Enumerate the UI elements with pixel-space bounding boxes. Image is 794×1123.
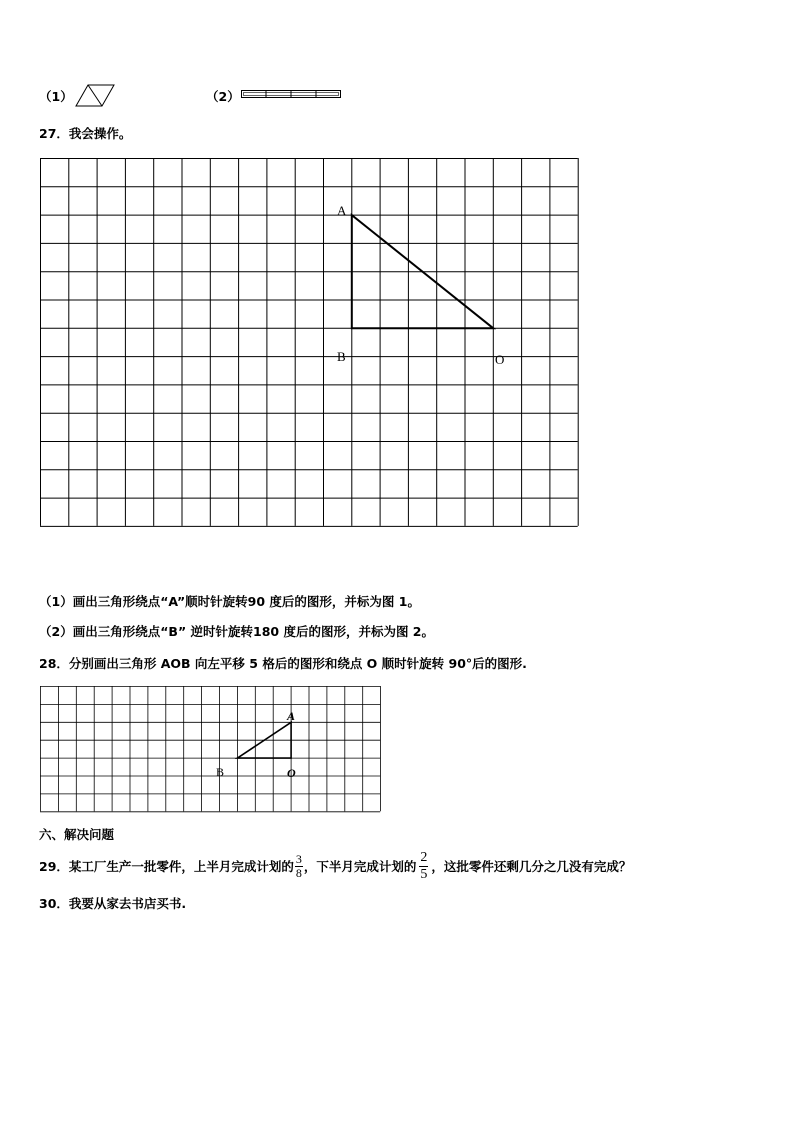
q29-fraction-1 <box>295 853 303 880</box>
q27-label-b: B <box>337 349 346 364</box>
q27-task1: （1）画出三角形绕点“A”顺时针旋转90 度后的图形，并标为图 1。 <box>39 594 420 609</box>
q28-title: 28．分别画出三角形 AOB 向左平移 5 格后的图形和绕点 O 顺时针旋转 90°后的图形. <box>39 656 527 671</box>
q27-label-o: O <box>495 352 505 367</box>
q27-label-a: A <box>337 203 347 218</box>
q29-fraction-2-num: 2 <box>420 850 428 865</box>
q29-text-after: ，这批零件还剩几分之几没有完成？ <box>431 858 632 874</box>
parallelogram-figure <box>74 84 116 108</box>
q29-text-before: 29．某工厂生产一批零件，上半月完成计划的 <box>39 858 294 874</box>
q29-fraction-1-num: 3 <box>295 852 302 866</box>
q27-title: 27．我会操作。 <box>39 126 132 141</box>
q30-text: 30．我要从家去书店买书. <box>39 896 187 911</box>
q29-fraction-2 <box>419 850 428 883</box>
q28-grid <box>40 686 381 818</box>
section6-title: 六、解决问题 <box>39 827 115 842</box>
q27-task2: （2）画出三角形绕点“B” 逆时针旋转180 度后的图形，并标为图 2。 <box>39 624 435 639</box>
q28-label-b: B <box>216 765 225 779</box>
segmented-bar-figure <box>241 90 342 100</box>
item1-label: （1） <box>39 89 73 104</box>
q29-text-middle: ，下半月完成计划的 <box>303 858 417 874</box>
item2-label: （2） <box>206 89 240 104</box>
q28-label-a: A <box>287 709 296 723</box>
q29-fraction-2-den: 5 <box>420 867 428 882</box>
q29-question <box>39 850 631 883</box>
q28-label-o: O <box>287 766 296 780</box>
q29-fraction-1-den: 8 <box>295 866 302 880</box>
